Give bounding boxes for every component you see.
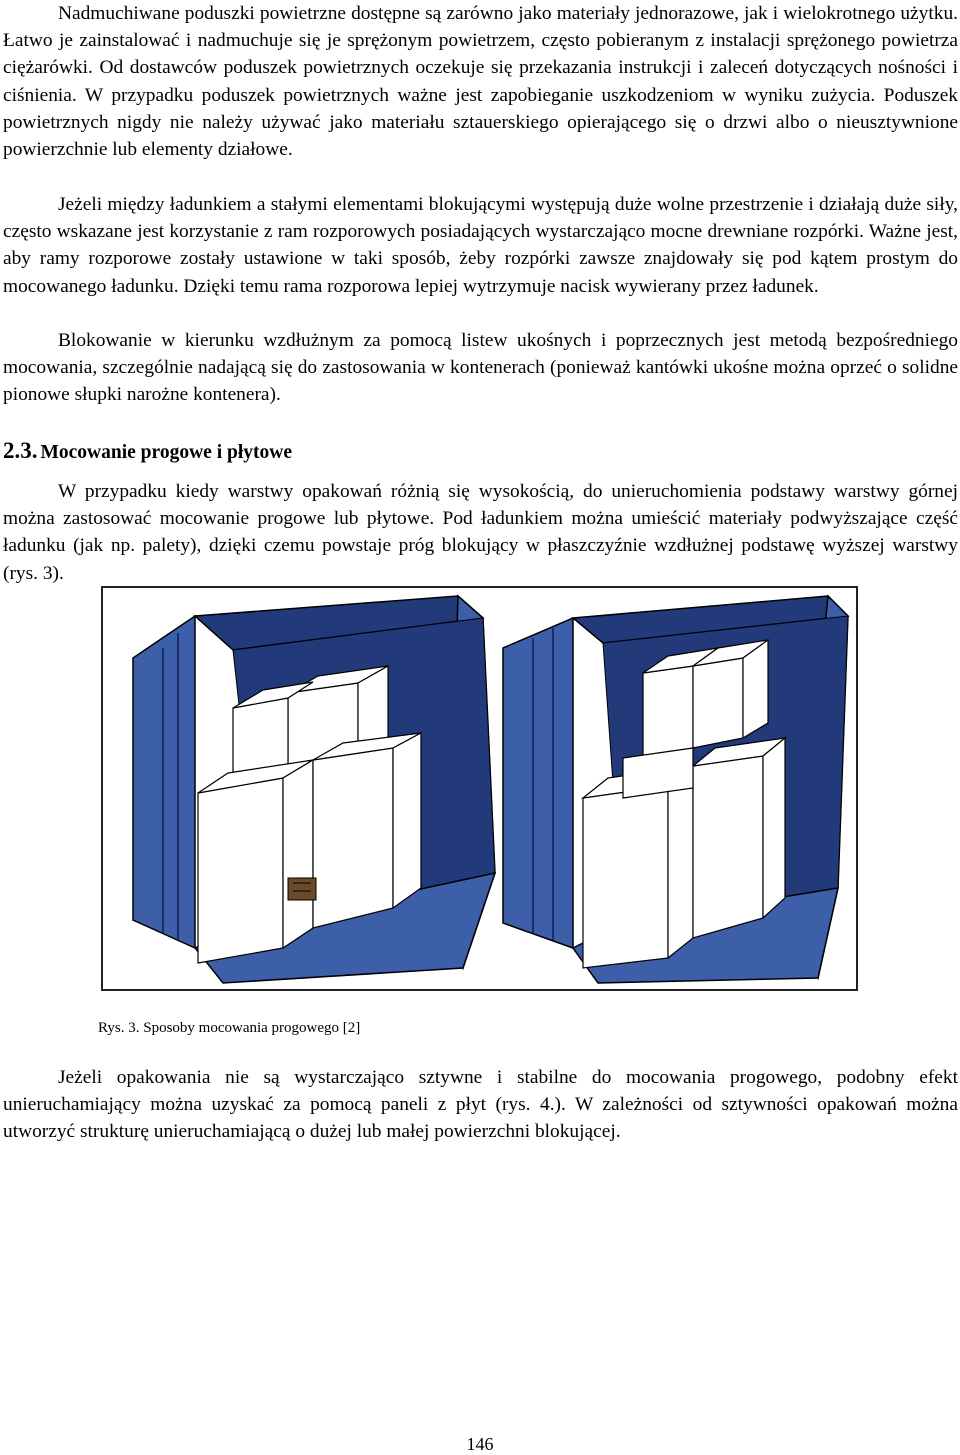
paragraph-spacer-frames: Jeżeli między ładunkiem a stałymi elementami blokującymi występują duże wolne przestrzenie i działają duże siły, często wskazane jest korzystanie z ram rozporowych posiadających wystarczająco mocne drewniane rozpórki. Ważne jest, aby ramy rozporowe zostały ustawione w taki sposób, żeby rozpórki zawsze znajdowały się pod kątem prostym do mocowanego ładunku. Dzięki temu rama rozporowa lepiej wytrzymuje nacisk wywierany przez ładunek. [3, 194, 958, 297]
right-container-illustration [503, 596, 848, 983]
pallet-threshold [288, 878, 316, 900]
cargo-box [393, 733, 421, 908]
paragraph-panel-blocking: Jeżeli opakowania nie są wystarczająco sztywne i stabilne do mocowania progowego, podobny efekt unieruchamiający można uzyskać za pomocą paneli z płyt (rys. 4.). W zależności od sztywności opakowań można utworzyć strukturę unieruchamiającą o dużej lub małej powierzchni blokującej. [3, 1067, 958, 1143]
paragraph-longitudinal-blocking: Blokowanie w kierunku wzdłużnym za pomocą listew ukośnych i poprzecznych jest metodą bezpośredniego mocowania, szczególnie nadającą się do zastosowania w kontenerach (ponieważ kantówki ukośne można oprzeć o solidne pionowe słupki narożne kontenera). [3, 330, 958, 406]
left-container-illustration [133, 596, 495, 983]
page-number: 146 [466, 1434, 494, 1454]
cargo-box [283, 760, 313, 948]
right-container-door [503, 618, 573, 948]
paragraph-threshold-blocking: W przypadku kiedy warstwy opakowań różnią się wysokością, do unieruchomienia podstawy warstwy górnej można zastosować mocowanie progowe lub płytowe. Pod ładunkiem można umieścić materiały podwyższające część ładunku (jak np. palety), dzięki czemu powstaje próg blokujący w płaszczyźnie wzdłużnej podstawę wyższej warstwy (rys. 3). [3, 481, 958, 584]
container-illustration [103, 588, 856, 989]
cargo-box [693, 756, 763, 938]
paragraph-air-bags: Nadmuchiwane poduszki powietrzne dostępne są zarówno jako materiały jednorazowe, jak i wielokrotnego użytku. Łatwo je zainstalować i nadmuchuje się je sprężonym powietrzem, często pobieranym z instalacji sprężonego powietrza ciężarówki. Od dostawców poduszek powietrznych oczekuje się przekazania instrukcji i zaleceń dotyczących nośności i ciśnienia. W przypadku poduszek powietrznych ważne jest zapobieganie uszkodzeniom w wyniku zużycia. Poduszek powietrznych nigdy nie należy używać jako materiału sztauerskiego opierającego się o drzwi albo o nieusztywnione powierzchnie lub elementy działowe. [3, 3, 958, 161]
section-title: Mocowanie progowe i płytowe [40, 442, 292, 463]
cargo-box [668, 766, 693, 958]
cargo-box [743, 640, 768, 738]
cargo-box [763, 738, 785, 918]
cargo-box [643, 666, 693, 758]
cargo-box [583, 786, 668, 968]
cargo-box [693, 658, 743, 748]
cargo-box [198, 778, 283, 963]
section-number: 2.3. [3, 438, 38, 463]
cargo-box [313, 748, 393, 928]
figure-threshold-blocking [101, 586, 858, 991]
figure-caption: Rys. 3. Sposoby mocowania progowego [2] [98, 1020, 361, 1036]
section-heading [3, 436, 292, 468]
